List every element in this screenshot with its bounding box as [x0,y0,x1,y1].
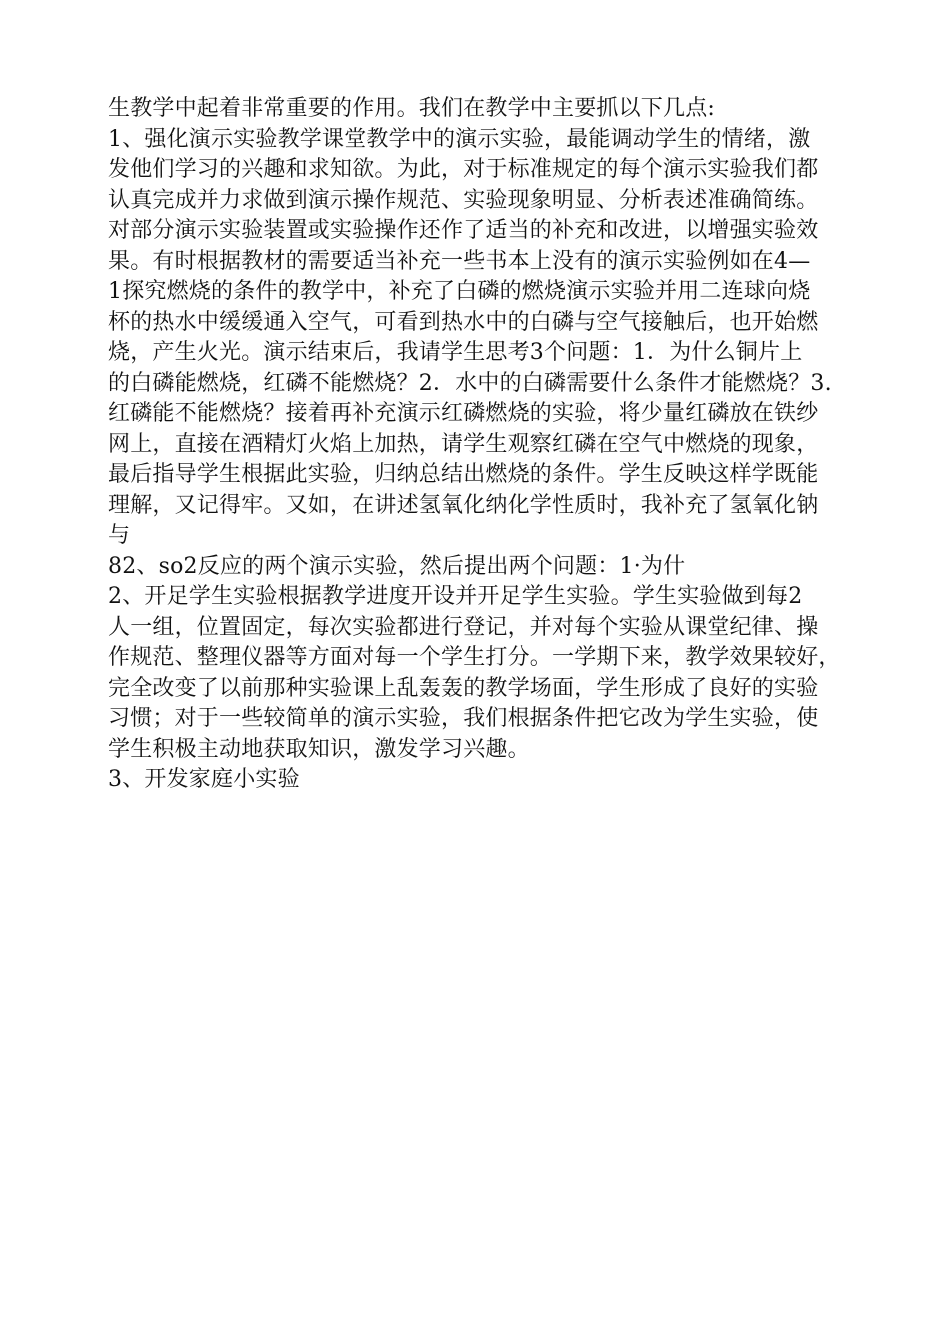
text-line: 学生积极主动地获取知识，激发学习兴趣。 [108,736,530,762]
text-line: 82、so2反应的两个演示实验，然后提出两个问题：1·为什 [108,553,686,579]
text-line: 3、开发家庭小实验 [108,767,300,792]
document-body [108,94,868,796]
text-line: 果。有时根据教材的需要适当补充一些书本上没有的演示实验例如在4— [108,248,811,274]
text-line: 烧，产生火光。演示结束后，我请学生思考3个问题：1．为什么铜片上 [108,340,803,365]
text-line: 1探究燃烧的条件的教学中，补充了白磷的燃烧演示实验并用二连球向烧 [108,279,811,304]
text-line: 与 [108,523,131,548]
text-line: 网上，直接在酒精灯火焰上加热，请学生观察红磷在空气中燃烧的现象， [108,431,819,457]
text-line: 1、强化演示实验教学课堂教学中的演示实验，最能调动学生的情绪，激 [108,126,811,152]
text-line: 2、开足学生实验根据教学进度开设并开足学生实验。学生实验做到每2 [108,584,803,609]
text-line: 作规范、整理仪器等方面对每一个学生打分。一学期下来，教学效果较好， [108,645,841,670]
text-line: 对部分演示实验装置或实验操作还作了适当的补充和改进，以增强实验效 [108,218,819,243]
text-line: 最后指导学生根据此实验，归纳总结出燃烧的条件。学生反映这样学既能 [108,462,819,487]
text-line: 红磷能不能燃烧？接着再补充演示红磷燃烧的实验，将少量红磷放在铁纱 [108,401,819,426]
text-line: 习惯；对于一些较简单的演示实验，我们根据条件把它改为学生实验，使 [108,706,819,731]
text-line: 的白磷能燃烧，红磷不能燃烧？2．水中的白磷需要什么条件才能燃烧？3. [108,370,832,396]
text-line: 杯的热水中缓缓通入空气，可看到热水中的白磷与空气接触后，也开始燃 [108,309,819,335]
text-line: 完全改变了以前那种实验课上乱轰轰的教学场面，学生形成了良好的实验 [108,675,819,701]
text-line: 生教学中起着非常重要的作用。我们在教学中主要抓以下几点: [108,96,716,121]
text-line: 人一组，位置固定，每次实验都进行登记，并对每个实验从课堂纪律、操 [108,614,819,640]
text-line: 理解，又记得牢。又如，在讲述氢氧化纳化学性质时，我补充了氢氧化钠 [108,492,819,518]
text-line: 发他们学习的兴趣和求知欲。为此，对于标准规定的每个演示实验我们都 [108,157,819,182]
text-line: 认真完成并力求做到演示操作规范、实验现象明显、分析表述准确简练。 [108,187,819,213]
